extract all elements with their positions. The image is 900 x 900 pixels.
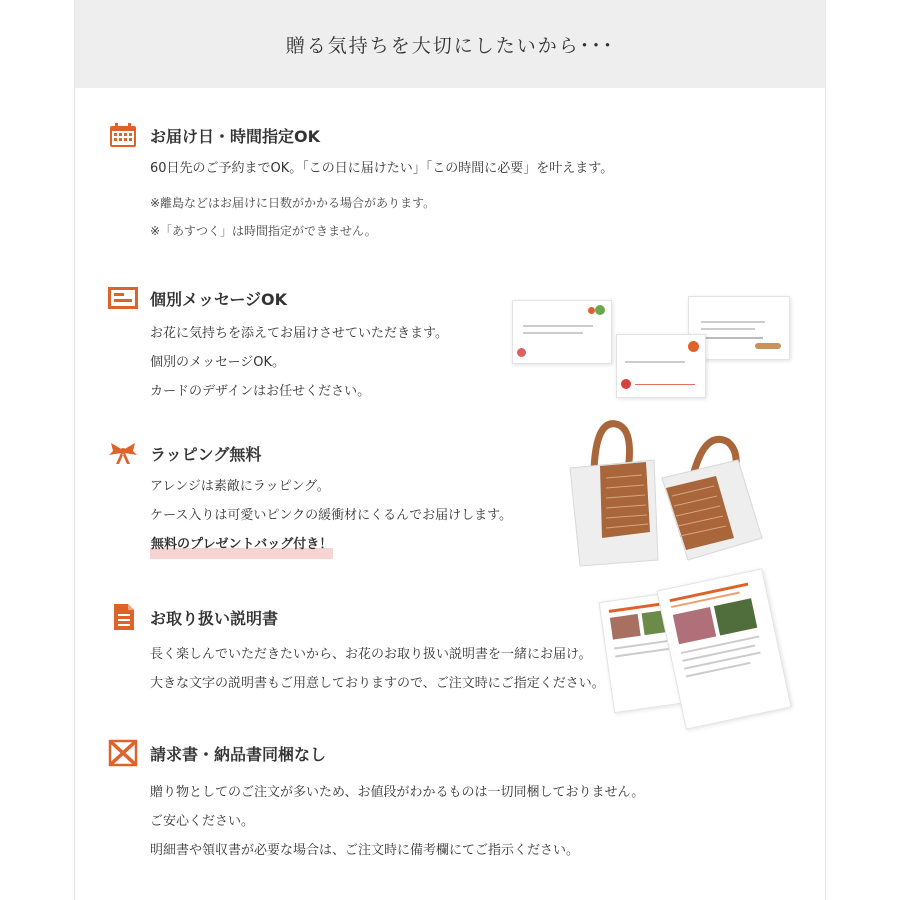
- section-text: お花に気持ちを添えてお届けさせていただきます。 個別のメッセージOK。 カードのデザインはお任せください。: [150, 326, 448, 399]
- section-text: 60日先のご予約までOK。「この日に届けたい」「この時間に必要」を叶えます。: [150, 161, 614, 176]
- highlight-text: 無料のプレゼントバッグ付き！: [150, 530, 333, 559]
- section-message: [108, 285, 448, 406]
- section-title-no-invoice: 請求書・納品書同梱なし: [108, 740, 644, 766]
- section-title-wrapping: ラッピング無料: [108, 440, 512, 466]
- gift-bags-image: [566, 420, 766, 570]
- section-title-delivery: お届け日・時間指定OK: [108, 122, 613, 148]
- section-text: 贈り物としてのご注文が多いため、お値段がわかるものは一切同梱しておりません。 ご安心ください。 明細書や領収書が必要な場合は、ご注文時に備考欄にてご指示ください。: [150, 785, 645, 858]
- section-delivery-date: [108, 122, 613, 245]
- section-no-invoice: [108, 740, 644, 865]
- document-icon: [108, 604, 140, 630]
- section-wrapping: [108, 440, 512, 559]
- page-header: [75, 0, 825, 88]
- section-title-message: 個別メッセージOK: [108, 285, 448, 311]
- ribbon-icon: [108, 440, 140, 466]
- page-title: 贈る気持ちを大切にしたいから･･･: [285, 34, 615, 57]
- guide-sheet: [656, 568, 791, 729]
- message-card: [616, 334, 706, 398]
- section-text: 長く楽しんでいただきたいから、お花のお取り扱い説明書を一緒にお届け。 大きな文字の説明書もご用意しておりますので、ご注文時にご指定ください。: [150, 647, 605, 691]
- section-title-care-guide: お取り扱い説明書: [108, 604, 605, 630]
- message-card: [512, 300, 612, 364]
- message-cards-image: [512, 296, 792, 402]
- care-guide-image: [600, 572, 796, 732]
- calendar-icon: [108, 122, 140, 148]
- section-care-guide: [108, 604, 605, 698]
- no-invoice-icon: [108, 740, 140, 766]
- section-text: アレンジは素敵にラッピング。 ケース入りは可愛いピンクの緩衝材にくるんでお届けします。 無料のプレゼントバッグ付き！: [150, 472, 512, 559]
- section-notes: ※離島などはお届けに日数がかかる場合があります。 ※「あすつく」は時間指定ができません。: [150, 196, 436, 238]
- message-card-icon: [108, 285, 140, 311]
